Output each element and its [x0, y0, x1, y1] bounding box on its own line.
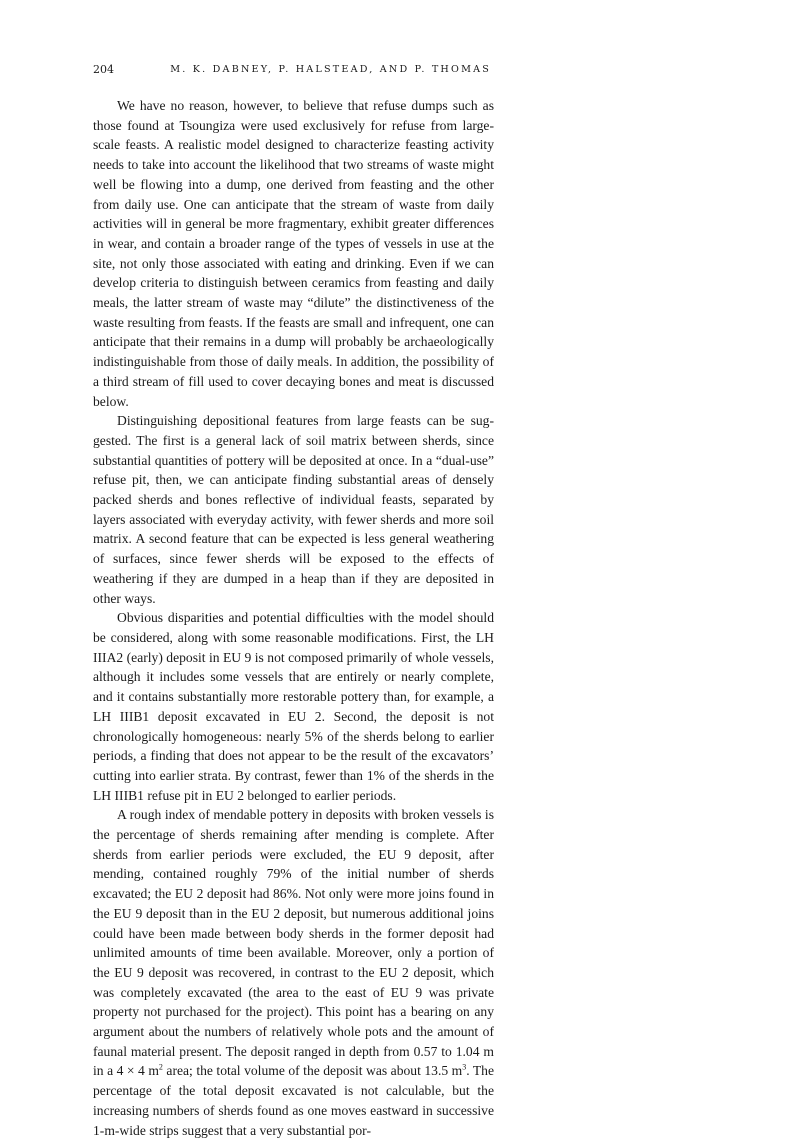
page-number: 204	[93, 63, 114, 76]
running-head	[93, 62, 493, 78]
author-names: M. K. DABNEY, P. HALSTEAD, AND P. THOMAS	[170, 64, 491, 75]
superscript: 2	[158, 1062, 163, 1072]
paragraph: Obvious disparities and potential difficulties with the model should be considered, along with some reasonable modifications. First, the LH IIIA2 (early) deposit in EU 9 is not composed primarily of whole vessels, although it includes some vessels that are entirely or nearly complete, and it contains substantially more restorable pottery than, for example, a LH IIIB1 deposit excavated in EU 2. Second, the deposit is not chronologically homogeneous: nearly 5% of the sherds belong to earlier periods, a finding that does not appear to be the result of the excavators’ cutting into earlier strata. By contrast, fewer than 1% of the sherds in the LH IIIB1 refuse pit in EU 2 belonged to earlier periods.	[93, 610, 494, 803]
paragraph-text: A rough index of mendable pottery in deposits with broken vessels is the percentage of sherds remaining after mending is complete. After sherds from earlier periods were excluded, the EU 9 deposit, after mending, contained roughly 79% of the initial number of sherds excavated; the EU 2 deposit had 86%. Not only were more joins found in the EU 9 deposit than in the EU 2 deposit, but numerous additional joins could have been made between body sherds in the former deposit had unlimited amounts of time been available. Moreover, only a portion of the EU 9 deposit was recovered, in contrast to the EU 2 deposit, which was completely excavated (the area to the east of EU 9 was private property not purchased for the project). This point has a bearing on any argument about the numbers of relatively whole pots and the amount of faunal material present. The deposit ranged in depth from 0.57 to 1.04 m in a 4 × 4 m	[93, 807, 494, 1079]
paragraph: We have no reason, however, to believe that refuse dumps such as those found at Tsoungiza were used exclusively for refuse from large-scale feasts. A realistic model designed to characterize feasting activity needs to take into account the likelihood that two streams of waste might well be flowing into a dump, one derived from feasting and the other from daily use. One can anticipate that the stream of waste from daily activities will in general be more fragmentary, exhibit greater differences in wear, and contain a broader range of the types of vessels in use at the site, not only those associated with eating and drinking. Even if we can develop criteria to distinguish between ceramics from feasting and daily meals, the latter stream of waste may “dilute” the distinctiveness of the waste resulting from feasts. If the feasts are small and infrequent, one can anticipate that their remains in a dump will probably be archaeologically indistinguishable from those of daily meals. In addition, the possibility of a third stream of fill used to cover decaying bones and meat is discussed below.	[93, 98, 494, 409]
body-text	[93, 96, 494, 1140]
paragraph	[93, 805, 494, 1140]
superscript: 3	[462, 1062, 467, 1072]
paragraph: Distinguishing depositional features from large feasts can be suggested. The first is a general lack of soil matrix between sherds, since substantial quantities of pottery will be deposited at once. In a “dual-use” refuse pit, then, we can anticipate finding substantial areas of densely packed sherds and bones reflective of individual feasts, separated by layers associated with everyday activity, with fewer sherds and more soil matrix. A second feature that can be expected is less general weathering of surfaces, since fewer sherds will be exposed to the effects of weathering if they are dumped in a heap than if they are deposited in other ways.	[93, 413, 494, 606]
paragraph-text: area; the total volume of the deposit was about 13.5 m	[162, 1063, 463, 1079]
paragraph-text: . The percentage of the total deposit excavated is not calculable, but the increasing numbers of sherds found as one moves eastward in successive 1-m-wide strips suggest that a very substantial por-	[93, 1063, 495, 1138]
